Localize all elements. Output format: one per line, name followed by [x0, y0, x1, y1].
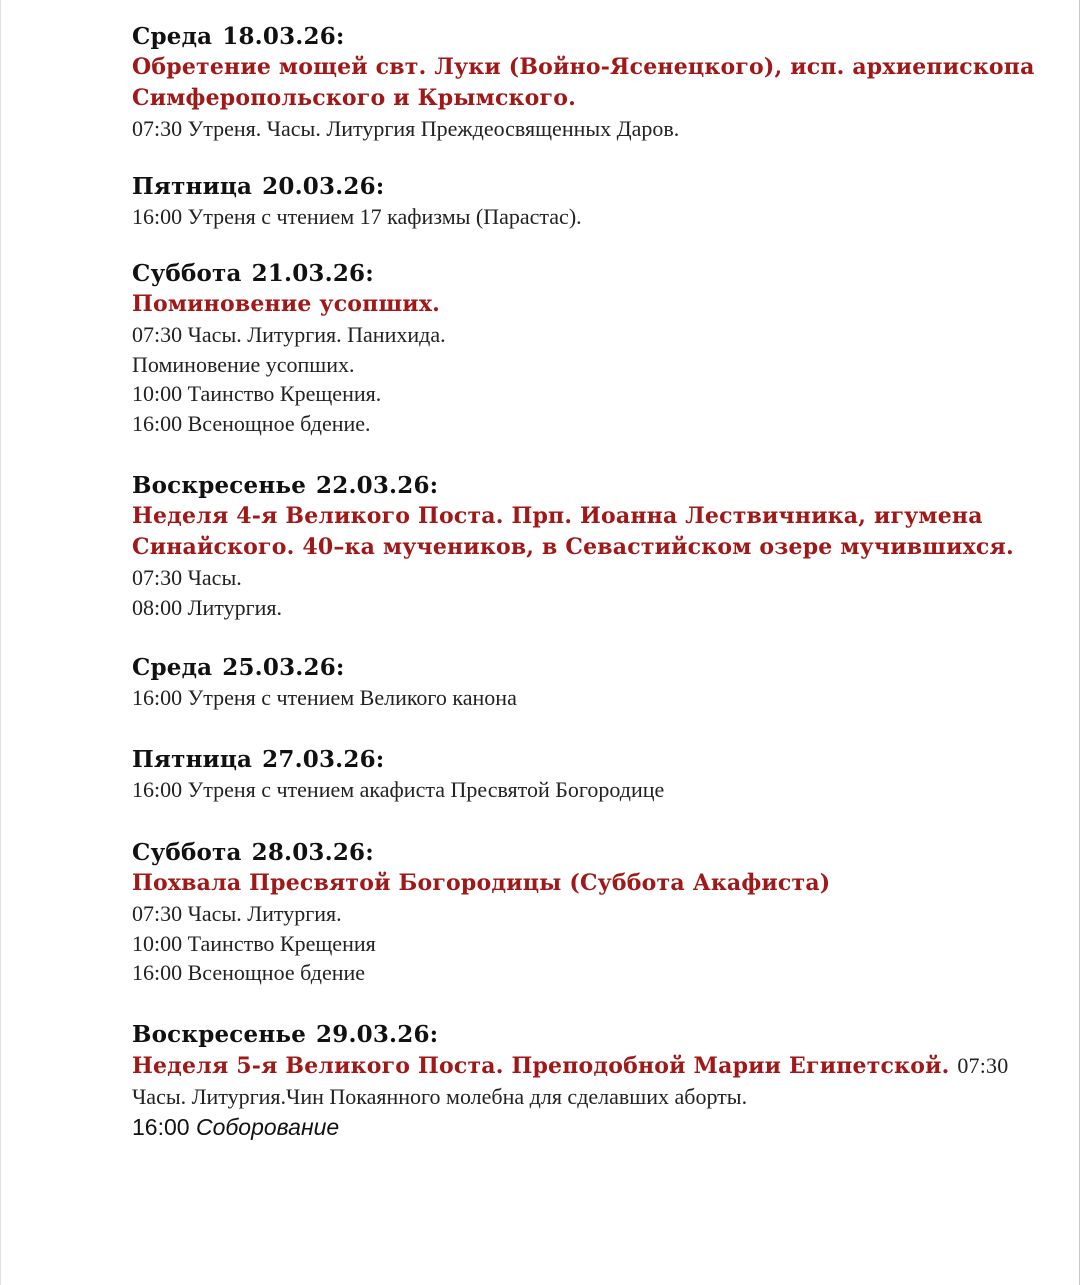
- day-block: [132, 22, 1052, 144]
- feast-title: Поминовение усопших.: [132, 291, 441, 317]
- service-line: 10:00 Таинство Крещения.: [132, 381, 382, 406]
- weekday: Воскресенье: [132, 472, 307, 499]
- date: 22.03.26:: [316, 472, 439, 499]
- service-line: 07:30 Утреня. Часы. Литургия Преждеосвященных Даров.: [132, 116, 680, 141]
- day-block: [132, 172, 1052, 232]
- service-line: 10:00 Таинство Крещения: [132, 930, 376, 956]
- service-line: 16:00 Утреня с чтением акафиста Пресвятой Богородице: [132, 776, 665, 802]
- day-heading: [132, 838, 1052, 868]
- day-block: [132, 259, 1052, 438]
- feast-title: Синайского. 40–ка мучеников, в Севастийском озере мучившихся.: [132, 534, 1014, 560]
- day-heading: [132, 172, 1052, 202]
- day-block: [132, 1020, 1052, 1144]
- feast-title: Похвала Пресвятой Богородицы (Суббота Акафиста): [132, 870, 831, 896]
- date: 20.03.26:: [262, 172, 385, 200]
- day-heading: [132, 259, 1052, 289]
- date: 27.03.26:: [262, 745, 385, 773]
- day-heading: [132, 745, 1052, 775]
- feast-title: Неделя 4-я Великого Поста. Прп. Иоанна Лествичника, игумена: [132, 503, 983, 529]
- feast-title: Обретение мощей свт. Луки (Войно-Ясенецкого), исп. архиепископа: [132, 54, 1035, 80]
- service-line: 16:00 Всенощное бдение.: [132, 410, 371, 436]
- day-block: [132, 745, 1052, 805]
- service-time-inline: 07:30: [957, 1052, 1009, 1078]
- day-heading: [132, 471, 1052, 501]
- service-line: 08:00 Литургия.: [132, 594, 283, 620]
- service-line: 16:00 Утреня с чтением Великого канона: [132, 685, 517, 710]
- final-service-label: Соборование: [195, 1114, 340, 1140]
- day-block: [132, 653, 1052, 713]
- weekday: Суббота: [132, 839, 242, 866]
- date: 21.03.26:: [251, 260, 374, 287]
- day-heading: [132, 653, 1052, 683]
- weekday: Пятница: [132, 745, 253, 773]
- service-line: 07:30 Часы. Литургия.: [132, 901, 342, 926]
- feast-title-text: Неделя 5-я Великого Поста. Преподобной Марии Египетской.: [132, 1052, 950, 1079]
- service-line: 16:00 Утреня с чтением 17 кафизмы (Парастас).: [132, 203, 582, 229]
- final-service-time: 16:00: [132, 1114, 190, 1140]
- service-line: 16:00 Всенощное бдение: [132, 960, 366, 985]
- service-line: 07:30 Часы.: [132, 565, 242, 590]
- feast-title: Симферопольского и Крымского.: [132, 85, 576, 111]
- weekday: Воскресенье: [132, 1020, 307, 1048]
- day-heading: [132, 22, 1052, 52]
- final-service-line: [132, 1111, 1052, 1143]
- day-block: [132, 838, 1052, 988]
- date: 28.03.26:: [251, 839, 374, 866]
- day-block: [132, 471, 1052, 622]
- weekday: Суббота: [132, 260, 242, 287]
- day-heading: [132, 1020, 1052, 1050]
- schedule-content: [132, 22, 1052, 1143]
- feast-title: [132, 1050, 1052, 1082]
- date: 25.03.26:: [222, 654, 345, 681]
- weekday: Среда: [132, 23, 213, 50]
- weekday: Среда: [132, 654, 213, 681]
- service-line: 07:30 Часы. Литургия. Панихида.: [132, 322, 446, 347]
- weekday: Пятница: [132, 172, 253, 200]
- date: 29.03.26:: [316, 1020, 439, 1048]
- date: 18.03.26:: [222, 23, 345, 50]
- service-line: Часы. Литургия.Чин Покаянного молебна для сделавших аборты.: [132, 1083, 748, 1109]
- service-line: Поминовение усопших.: [132, 351, 355, 377]
